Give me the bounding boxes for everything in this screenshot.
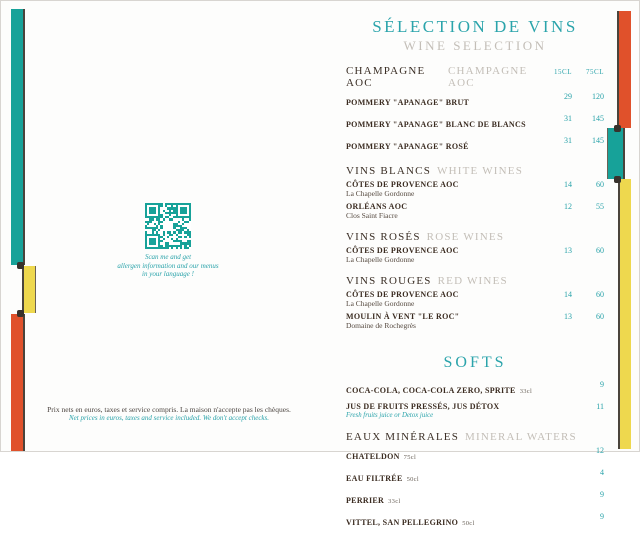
footer-text-fr: Prix nets en euros, taxes et service compris. La maison n'accepte pas les chèques.: [47, 405, 291, 414]
page-title-en: WINE SELECTION: [403, 38, 547, 53]
menu-row: [346, 92, 604, 110]
item-name: PERRIER: [346, 496, 385, 505]
section-heading-fr: VINS BLANCS: [346, 165, 432, 177]
tape-left-teal: [11, 9, 25, 265]
tape-knot: [17, 262, 24, 269]
section-heading-mineral-waters: [346, 431, 604, 443]
section-heading-en: WHITE WINES: [437, 165, 524, 177]
item-price-75cl: 60: [596, 290, 604, 299]
tape-knot: [17, 310, 24, 317]
menu-row: [346, 468, 604, 486]
item-price-75cl: 145: [592, 136, 604, 145]
item-price: 12: [596, 446, 604, 455]
item-size: 50cl: [462, 520, 475, 527]
menu-row: [346, 114, 604, 132]
menu-row: [346, 402, 604, 420]
section-heading-white-wines: [346, 165, 604, 177]
tape-left-yellow: [22, 266, 36, 313]
item-price-15cl: 31: [564, 114, 572, 123]
section-heading-fr: VINS ROUGES: [346, 275, 432, 287]
item-size: 50cl: [406, 476, 419, 483]
qr-caption-line: Scan me and get: [144, 253, 192, 261]
section-heading-fr: CHAMPAGNE AOC: [346, 65, 426, 89]
item-name: CHATELDON: [346, 452, 400, 461]
tape-knot: [614, 176, 621, 183]
section-heading-champagne: [346, 65, 604, 89]
tape-right-yellow: [618, 179, 631, 449]
col-header-75cl: 75CL: [586, 68, 604, 76]
item-name: CÔTES DE PROVENCE AOC: [346, 246, 459, 255]
item-price-15cl: 29: [564, 92, 572, 101]
price-column-headers: [544, 68, 604, 76]
item-price-75cl: 60: [596, 246, 604, 255]
item-price-15cl: 12: [564, 202, 572, 211]
item-price: 9: [600, 512, 604, 521]
item-name: POMMERY "APANAGE" BRUT: [346, 98, 470, 107]
item-price: 11: [596, 402, 604, 411]
section-heading-en: RED WINES: [437, 275, 508, 287]
section-heading-fr: VINS ROSÉS: [346, 231, 421, 243]
footer: [29, 405, 309, 423]
col-header-15cl: 15CL: [554, 68, 572, 76]
item-price: 9: [600, 490, 604, 499]
item-size: 33cl: [519, 388, 533, 395]
menu-row: [346, 380, 604, 398]
section-heading-en: CHAMPAGNE AOC: [448, 65, 528, 89]
menu-row: [346, 290, 604, 308]
item-subtitle: Domaine de Rochegrès: [346, 320, 416, 330]
footer-text-en: Net prices in euros, taxes and service included. We don't accept checks.: [68, 414, 270, 422]
item-name: POMMERY "APANAGE" BLANC DE BLANCS: [346, 120, 526, 129]
qr-caption-line: in your language !: [142, 270, 194, 278]
item-price-15cl: 13: [564, 312, 572, 321]
menu-row: [346, 136, 604, 154]
tape-left-orange: [11, 314, 25, 451]
item-price-15cl: 14: [564, 180, 572, 189]
item-name: CÔTES DE PROVENCE AOC: [346, 180, 459, 189]
section-heading-red-wines: [346, 275, 604, 287]
menu-row: [346, 512, 604, 530]
softs-title: SOFTS: [443, 354, 507, 371]
item-price-75cl: 55: [596, 202, 604, 211]
item-subtitle: Fresh fruits juice or Detox juice: [346, 411, 434, 419]
item-price-15cl: 31: [564, 136, 572, 145]
qr-caption: [48, 253, 288, 279]
item-price: 4: [600, 468, 604, 477]
item-name: JUS DE FRUITS PRESSÉS, JUS DÉTOX: [346, 402, 500, 411]
item-size: 75cl: [403, 454, 417, 461]
tape-knot: [614, 125, 621, 132]
menu-row: [346, 180, 604, 198]
item-price-75cl: 120: [592, 92, 604, 101]
menu-row: [346, 446, 604, 464]
item-size: 33cl: [388, 498, 401, 505]
item-price-75cl: 145: [592, 114, 604, 123]
section-heading-fr: EAUX MINÉRALES: [346, 431, 460, 443]
item-subtitle: La Chapelle Gordonne: [346, 298, 415, 308]
qr-caption-line: allergen information and our menus: [117, 261, 219, 270]
item-name: VITTEL, SAN PELLEGRINO: [346, 518, 459, 527]
item-name: CÔTES DE PROVENCE AOC: [346, 290, 459, 299]
menu-row: [346, 312, 604, 330]
section-heading-en: MINERAL WATERS: [465, 431, 577, 443]
item-subtitle: Clos Saint Fiacre: [346, 210, 398, 220]
item-price-75cl: 60: [596, 312, 604, 321]
page-title: [346, 17, 604, 54]
item-name: POMMERY "APANAGE" ROSÉ: [346, 142, 469, 151]
item-subtitle: La Chapelle Gordonne: [346, 188, 415, 198]
item-price-75cl: 60: [596, 180, 604, 189]
tape-right-orange: [617, 11, 631, 128]
menu-row: [346, 246, 604, 264]
item-name: COCA-COLA, COCA-COLA ZERO, SPRITE: [346, 386, 516, 395]
menu-row: [346, 490, 604, 508]
item-name: EAU FILTRÉE: [346, 474, 403, 483]
menu-row: [346, 202, 604, 220]
item-subtitle: La Chapelle Gordonne: [346, 254, 415, 264]
qr-code-icon: [145, 203, 191, 249]
item-price: 9: [600, 380, 604, 389]
section-heading-en: ROSE WINES: [426, 231, 505, 243]
item-price-15cl: 13: [564, 246, 572, 255]
page-title-fr: SÉLECTION DE VINS: [372, 17, 578, 36]
tape-right-teal: [607, 128, 625, 179]
menu-content: [346, 17, 604, 534]
item-name: ORLÉANS AOC: [346, 202, 408, 211]
item-price-15cl: 14: [564, 290, 572, 299]
section-heading-rose-wines: [346, 231, 604, 243]
item-name: MOULIN À VENT "LE ROC": [346, 312, 460, 321]
